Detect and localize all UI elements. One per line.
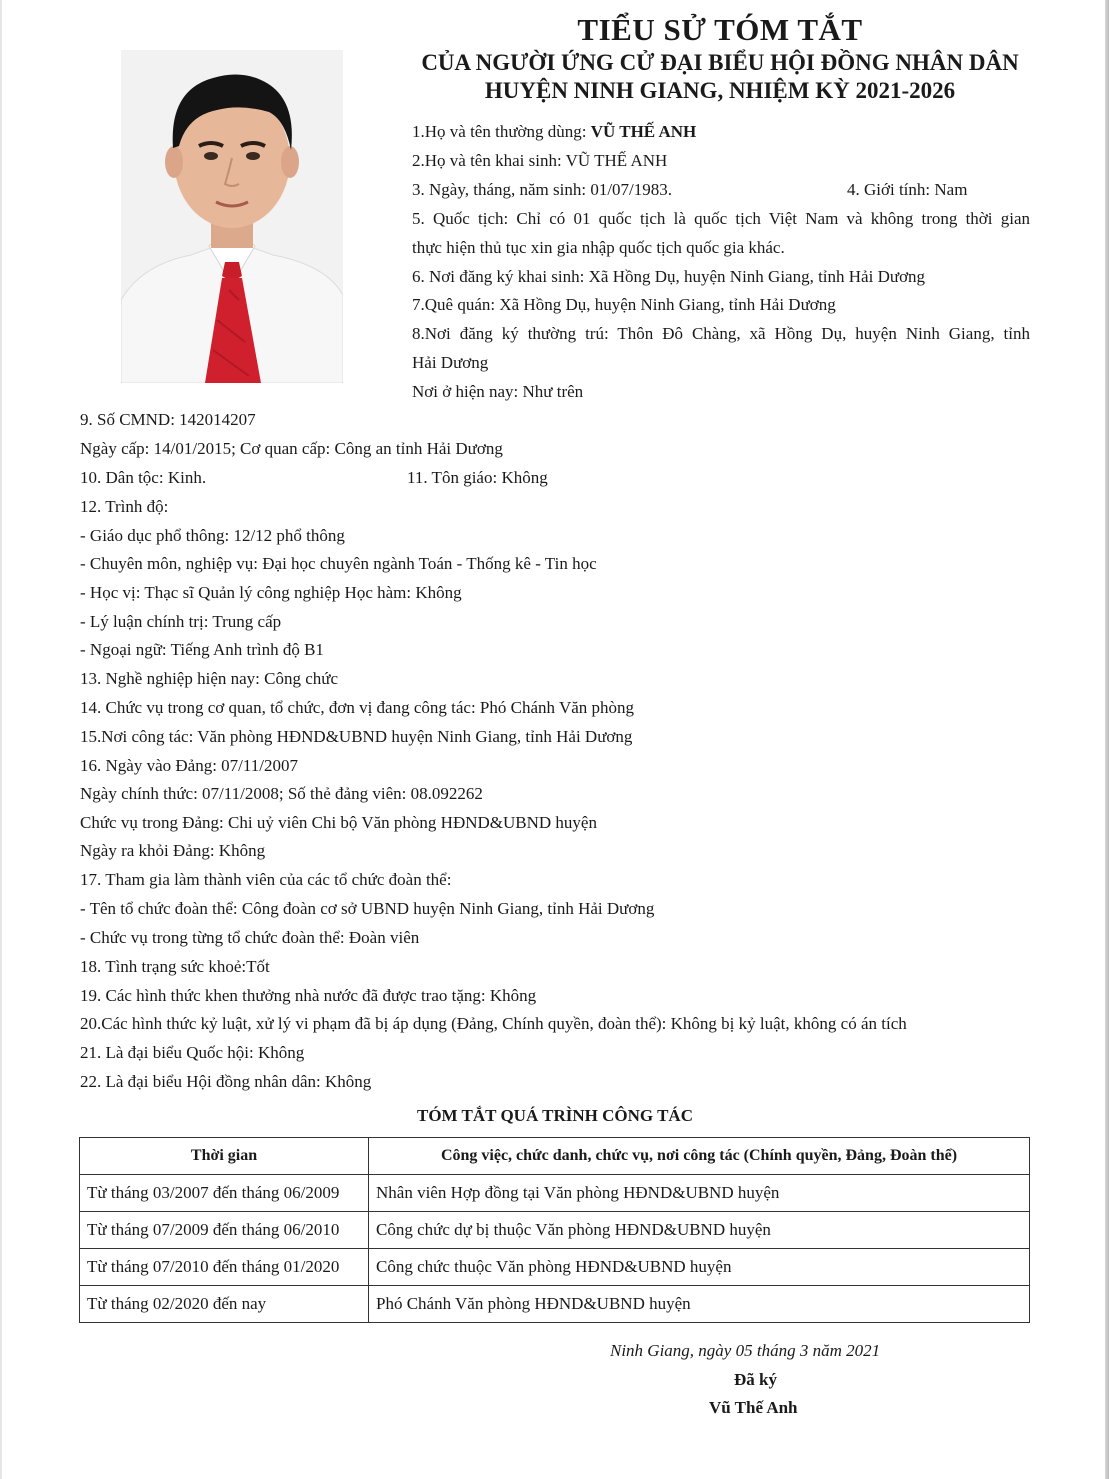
table-cell-time: Từ tháng 07/2009 đến tháng 06/2010 <box>80 1212 369 1249</box>
info-line-2: 2.Họ và tên khai sinh: VŨ THẾ ANH <box>412 151 668 170</box>
table-cell-job: Phó Chánh Văn phòng HĐND&UBND huyện <box>369 1286 1030 1323</box>
document-title: TIỂU SỬ TÓM TẮT <box>577 12 863 47</box>
table-cell-job: Công chức dự bị thuộc Văn phòng HĐND&UBND huyện <box>369 1212 1030 1249</box>
info-1-value: VŨ THẾ ANH <box>590 122 697 141</box>
info-line-12b: - Chuyên môn, nghiệp vụ: Đại học chuyên ngành Toán - Thống kê - Tin học <box>80 554 597 573</box>
info-line-22: 22. Là đại biểu Hội đồng nhân dân: Không <box>80 1072 372 1091</box>
info-line-12e: - Ngoại ngữ: Tiếng Anh trình độ B1 <box>80 640 324 659</box>
info-line-18: 18. Tình trạng sức khoẻ:Tốt <box>80 957 270 976</box>
table-header-job: Công việc, chức danh, chức vụ, nơi công tác (Chính quyền, Đảng, Đoàn thể) <box>369 1138 1030 1175</box>
signature-name: Vũ Thế Anh <box>709 1398 798 1417</box>
portrait-photo <box>121 50 343 383</box>
info-line-16b: Ngày chính thức: 07/11/2008; Số thẻ đảng viên: 08.092262 <box>80 784 483 803</box>
info-line-20: 20.Các hình thức kỷ luật, xử lý vi phạm đã bị áp dụng (Đảng, Chính quyền, đoàn thể): Không bị kỷ luật, không có án tích <box>80 1014 907 1033</box>
info-line-4: 4. Giới tính: Nam <box>847 180 968 199</box>
info-line-12a: - Giáo dục phổ thông: 12/12 phổ thông <box>80 526 345 545</box>
info-line-11: 11. Tôn giáo: Không <box>407 468 548 487</box>
info-line-8a: 8.Nơi đăng ký thường trú: Thôn Đô Chàng, xã Hồng Dụ, huyện Ninh Giang, tỉnh <box>412 324 1030 343</box>
info-line-12: 12. Trình độ: <box>80 497 169 516</box>
document-subtitle-2: HUYỆN NINH GIANG, NHIỆM KỲ 2021-2026 <box>484 78 956 103</box>
info-line-8b: Hải Dương <box>412 353 489 372</box>
info-line-21: 21. Là đại biểu Quốc hội: Không <box>80 1043 305 1062</box>
table-header-time: Thời gian <box>80 1138 369 1175</box>
work-history-title: TÓM TẮT QUÁ TRÌNH CÔNG TÁC <box>417 1106 693 1125</box>
table-header-row <box>80 1138 1030 1175</box>
table-row <box>80 1175 1030 1212</box>
info-line-6: 6. Nơi đăng ký khai sinh: Xã Hồng Dụ, huyện Ninh Giang, tỉnh Hải Dương <box>412 267 926 286</box>
page-edge-left <box>0 0 2 1479</box>
signature-signed: Đã ký <box>734 1370 777 1389</box>
info-line-16d: Ngày ra khỏi Đảng: Không <box>80 841 266 860</box>
table-row <box>80 1249 1030 1286</box>
info-1-label: 1.Họ và tên thường dùng: <box>412 122 591 141</box>
info-line-1 <box>412 121 696 143</box>
table-cell-job: Nhân viên Hợp đồng tại Văn phòng HĐND&UBND huyện <box>369 1175 1030 1212</box>
work-history-table <box>79 1137 1030 1323</box>
info-line-19: 19. Các hình thức khen thưởng nhà nước đã được trao tặng: Không <box>80 986 537 1005</box>
info-line-16: 16. Ngày vào Đảng: 07/11/2007 <box>80 756 298 775</box>
signature-place-date: Ninh Giang, ngày 05 tháng 3 năm 2021 <box>610 1341 881 1360</box>
info-line-13: 13. Nghề nghiệp hiện nay: Công chức <box>80 669 339 688</box>
info-line-7: 7.Quê quán: Xã Hồng Dụ, huyện Ninh Giang, tỉnh Hải Dương <box>412 295 836 314</box>
info-line-12c: - Học vị: Thạc sĩ Quản lý công nghiệp Học hàm: Không <box>80 583 462 602</box>
table-cell-time: Từ tháng 02/2020 đến nay <box>80 1286 369 1323</box>
info-line-5b: thực hiện thủ tục xin gia nhập quốc tịch quốc gia khác. <box>412 238 785 257</box>
table-row <box>80 1286 1030 1323</box>
info-line-17a: - Tên tổ chức đoàn thể: Công đoàn cơ sở UBND huyện Ninh Giang, tỉnh Hải Dương <box>80 899 655 918</box>
info-line-5a: 5. Quốc tịch: Chỉ có 01 quốc tịch là quốc tịch Việt Nam và không trong thời gian <box>412 209 1030 228</box>
page-edge-right <box>1105 0 1109 1479</box>
info-line-14: 14. Chức vụ trong cơ quan, tổ chức, đơn vị đang công tác: Phó Chánh Văn phòng <box>80 698 635 717</box>
table-cell-time: Từ tháng 03/2007 đến tháng 06/2009 <box>80 1175 369 1212</box>
table-row <box>80 1212 1030 1249</box>
info-line-15: 15.Nơi công tác: Văn phòng HĐND&UBND huyện Ninh Giang, tỉnh Hải Dương <box>80 727 633 746</box>
info-line-16c: Chức vụ trong Đảng: Chi uỷ viên Chi bộ Văn phòng HĐND&UBND huyện <box>80 813 597 832</box>
info-line-10: 10. Dân tộc: Kinh. <box>80 468 207 487</box>
document-subtitle-1: CỦA NGƯỜI ỨNG CỬ ĐẠI BIỂU HỘI ĐỒNG NHÂN DÂN <box>421 50 1019 75</box>
info-line-17b: - Chức vụ trong từng tổ chức đoàn thể: Đoàn viên <box>80 928 420 947</box>
info-line-9b: Ngày cấp: 14/01/2015; Cơ quan cấp: Công an tỉnh Hải Dương <box>80 439 503 458</box>
info-line-9: 9. Số CMND: 142014207 <box>80 410 256 429</box>
info-line-8c: Nơi ở hiện nay: Như trên <box>412 382 584 401</box>
info-line-17: 17. Tham gia làm thành viên của các tổ chức đoàn thể: <box>80 870 452 889</box>
info-line-3: 3. Ngày, tháng, năm sinh: 01/07/1983. <box>412 180 673 199</box>
info-line-12d: - Lý luận chính trị: Trung cấp <box>80 612 282 631</box>
table-cell-time: Từ tháng 07/2010 đến tháng 01/2020 <box>80 1249 369 1286</box>
table-cell-job: Công chức thuộc Văn phòng HĐND&UBND huyện <box>369 1249 1030 1286</box>
